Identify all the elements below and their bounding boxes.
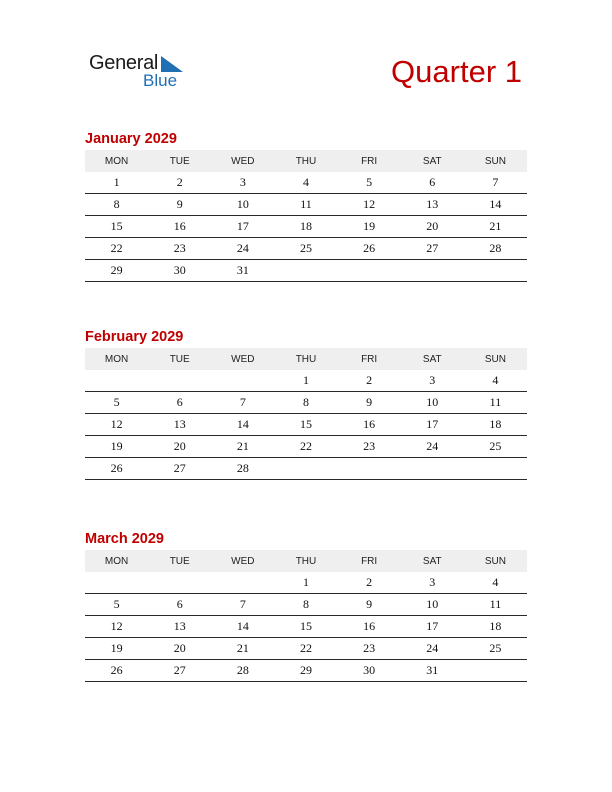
day-cell: 3 — [211, 172, 274, 194]
day-cell: 25 — [464, 638, 527, 660]
day-cell: 8 — [85, 194, 148, 216]
day-cell: 18 — [274, 216, 337, 238]
day-cell: 28 — [211, 660, 274, 682]
day-cell: 15 — [85, 216, 148, 238]
week-row — [85, 172, 527, 194]
day-cell: 24 — [401, 436, 464, 458]
day-cell: 6 — [401, 172, 464, 194]
day-cell: 17 — [211, 216, 274, 238]
day-cell: 19 — [85, 638, 148, 660]
day-cell: 27 — [148, 660, 211, 682]
day-cell: 16 — [338, 616, 401, 638]
weekday-header: SAT — [401, 150, 464, 172]
day-cell: 20 — [401, 216, 464, 238]
day-cell: 4 — [464, 370, 527, 392]
day-cell: 26 — [85, 458, 148, 480]
weekday-header-row — [85, 550, 527, 572]
day-cell — [211, 370, 274, 392]
month-block — [85, 128, 527, 282]
day-cell: 31 — [401, 660, 464, 682]
weekday-header: THU — [274, 348, 337, 370]
day-cell: 13 — [401, 194, 464, 216]
week-row — [85, 572, 527, 594]
day-cell: 1 — [85, 172, 148, 194]
day-cell: 18 — [464, 616, 527, 638]
day-cell: 4 — [274, 172, 337, 194]
day-cell: 4 — [464, 572, 527, 594]
day-cell: 5 — [85, 594, 148, 616]
day-cell — [85, 572, 148, 594]
day-cell: 21 — [211, 638, 274, 660]
day-cell — [464, 660, 527, 682]
day-cell: 23 — [338, 436, 401, 458]
day-cell: 25 — [274, 238, 337, 260]
day-cell: 12 — [85, 616, 148, 638]
day-cell: 2 — [338, 572, 401, 594]
weekday-header: MON — [85, 550, 148, 572]
day-cell — [464, 260, 527, 282]
day-cell — [148, 572, 211, 594]
day-cell — [338, 260, 401, 282]
day-cell: 22 — [274, 638, 337, 660]
weekday-header-row — [85, 150, 527, 172]
day-cell — [211, 572, 274, 594]
weekday-header: SUN — [464, 348, 527, 370]
weekday-header: FRI — [338, 348, 401, 370]
day-cell — [274, 260, 337, 282]
day-cell: 26 — [85, 660, 148, 682]
month-block — [85, 528, 527, 682]
day-cell: 8 — [274, 594, 337, 616]
weekday-header: TUE — [148, 550, 211, 572]
week-row — [85, 238, 527, 260]
weekday-header: WED — [211, 348, 274, 370]
day-cell: 3 — [401, 572, 464, 594]
day-cell: 14 — [464, 194, 527, 216]
day-cell: 11 — [464, 594, 527, 616]
day-cell: 7 — [464, 172, 527, 194]
weekday-header: TUE — [148, 150, 211, 172]
day-cell: 5 — [338, 172, 401, 194]
day-cell: 22 — [274, 436, 337, 458]
calendar-table — [85, 550, 527, 682]
day-cell: 2 — [338, 370, 401, 392]
weekday-header: SAT — [401, 348, 464, 370]
day-cell — [274, 458, 337, 480]
day-cell — [85, 370, 148, 392]
day-cell — [464, 458, 527, 480]
day-cell: 31 — [211, 260, 274, 282]
day-cell: 12 — [85, 414, 148, 436]
weekday-header: MON — [85, 348, 148, 370]
weekday-header: WED — [211, 150, 274, 172]
month-title: February 2029 — [85, 329, 184, 345]
day-cell: 19 — [338, 216, 401, 238]
day-cell — [401, 260, 464, 282]
calendar-table — [85, 348, 527, 480]
weekday-header: FRI — [338, 550, 401, 572]
week-row — [85, 436, 527, 458]
day-cell: 17 — [401, 414, 464, 436]
day-cell: 10 — [401, 392, 464, 414]
weekday-header: SUN — [464, 550, 527, 572]
day-cell: 2 — [148, 172, 211, 194]
day-cell: 12 — [338, 194, 401, 216]
day-cell: 19 — [85, 436, 148, 458]
day-cell — [401, 458, 464, 480]
week-row — [85, 594, 527, 616]
month-block — [85, 326, 527, 480]
week-row — [85, 616, 527, 638]
day-cell: 13 — [148, 414, 211, 436]
logo-blue-text: Blue — [143, 71, 178, 90]
weekday-header: TUE — [148, 348, 211, 370]
week-row — [85, 392, 527, 414]
day-cell: 1 — [274, 572, 337, 594]
day-cell: 27 — [148, 458, 211, 480]
weekday-header: MON — [85, 150, 148, 172]
day-cell: 13 — [148, 616, 211, 638]
day-cell: 7 — [211, 594, 274, 616]
day-cell: 1 — [274, 370, 337, 392]
day-cell: 29 — [274, 660, 337, 682]
day-cell: 28 — [464, 238, 527, 260]
day-cell: 24 — [401, 638, 464, 660]
day-cell: 9 — [338, 594, 401, 616]
logo-general-text: General — [89, 52, 159, 74]
month-title: March 2029 — [85, 531, 164, 547]
day-cell: 27 — [401, 238, 464, 260]
day-cell: 24 — [211, 238, 274, 260]
weekday-header: THU — [274, 150, 337, 172]
month-title: January 2029 — [85, 131, 177, 147]
day-cell: 14 — [211, 616, 274, 638]
day-cell: 20 — [148, 436, 211, 458]
day-cell: 11 — [464, 392, 527, 414]
logo-triangle-icon — [161, 56, 183, 72]
day-cell: 23 — [148, 238, 211, 260]
day-cell: 5 — [85, 392, 148, 414]
calendar-table — [85, 150, 527, 282]
day-cell: 7 — [211, 392, 274, 414]
day-cell: 8 — [274, 392, 337, 414]
day-cell: 6 — [148, 594, 211, 616]
week-row — [85, 414, 527, 436]
day-cell: 18 — [464, 414, 527, 436]
day-cell: 9 — [338, 392, 401, 414]
day-cell — [338, 458, 401, 480]
day-cell: 29 — [85, 260, 148, 282]
week-row — [85, 216, 527, 238]
day-cell: 23 — [338, 638, 401, 660]
week-row — [85, 370, 527, 392]
week-row — [85, 660, 527, 682]
day-cell — [148, 370, 211, 392]
day-cell: 10 — [401, 594, 464, 616]
day-cell: 28 — [211, 458, 274, 480]
day-cell: 30 — [338, 660, 401, 682]
weekday-header: FRI — [338, 150, 401, 172]
week-row — [85, 458, 527, 480]
day-cell: 14 — [211, 414, 274, 436]
week-row — [85, 260, 527, 282]
day-cell: 15 — [274, 414, 337, 436]
page-title: Quarter 1 — [391, 54, 522, 89]
day-cell: 6 — [148, 392, 211, 414]
day-cell: 11 — [274, 194, 337, 216]
weekday-header: SUN — [464, 150, 527, 172]
day-cell: 16 — [338, 414, 401, 436]
day-cell: 15 — [274, 616, 337, 638]
day-cell: 21 — [464, 216, 527, 238]
day-cell: 25 — [464, 436, 527, 458]
day-cell: 3 — [401, 370, 464, 392]
day-cell: 22 — [85, 238, 148, 260]
day-cell: 9 — [148, 194, 211, 216]
week-row — [85, 638, 527, 660]
day-cell: 30 — [148, 260, 211, 282]
weekday-header: THU — [274, 550, 337, 572]
day-cell: 26 — [338, 238, 401, 260]
logo — [89, 52, 199, 92]
day-cell: 21 — [211, 436, 274, 458]
weekday-header: SAT — [401, 550, 464, 572]
weekday-header-row — [85, 348, 527, 370]
day-cell: 16 — [148, 216, 211, 238]
weekday-header: WED — [211, 550, 274, 572]
week-row — [85, 194, 527, 216]
day-cell: 20 — [148, 638, 211, 660]
day-cell: 10 — [211, 194, 274, 216]
day-cell: 17 — [401, 616, 464, 638]
